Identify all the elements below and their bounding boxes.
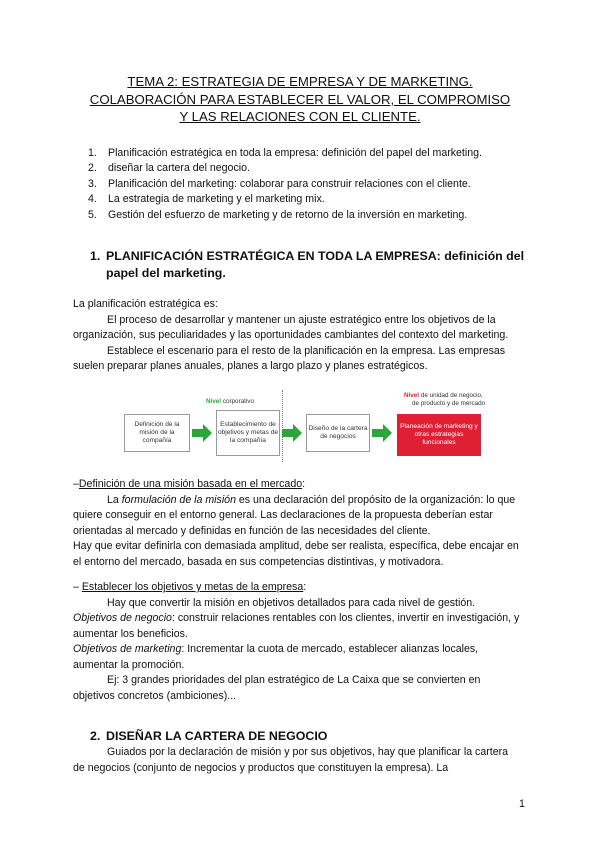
- table-of-contents: [88, 146, 482, 223]
- section-2-number: 2.: [90, 729, 101, 743]
- toc-item-text: Planificación del marketing: colaborar para construir relaciones con el cliente.: [108, 177, 471, 190]
- corporate-level-prefix: Nivel: [206, 398, 222, 405]
- marketing-planning-box-label: Planeación de marketing y otras estrategias funcionales: [400, 423, 478, 446]
- toc-item-number: 5.: [88, 208, 97, 221]
- title-line-1: TEMA 2: ESTRATEGIA DE EMPRESA Y DE MARKETING.: [127, 74, 473, 89]
- portfolio-box: [306, 414, 370, 452]
- mission-p1-pre: La: [107, 493, 122, 506]
- mission-dash: –: [73, 478, 79, 490]
- mission-paragraph-2: Hay que evitar definirla con demasiada amplitud, debe ser realista, específica, debe encajar en el entorno del mercado, basada en sus competencias distintivas, y motivadora.: [73, 540, 519, 568]
- section-2-title: DISEÑAR LA CARTERA DE NEGOCIO: [106, 729, 328, 743]
- marketing-objectives-text: : Incrementar la cuota de mercado, establecer alianzas locales, aumentar la promoción.: [73, 643, 479, 671]
- marketing-planning-box: [397, 414, 481, 456]
- business-objectives-label: Objetivos de negocio: [73, 612, 172, 624]
- mission-colon: :: [302, 478, 306, 490]
- title-line-3: Y LAS RELACIONES CON EL CLIENTE.: [179, 109, 421, 124]
- objectives-box-label: Establecimiento de objetivos y metas de la compañía: [217, 421, 279, 444]
- section-2-heading: [90, 728, 530, 745]
- business-level-line-2: de producto y de mercado: [412, 399, 486, 407]
- toc-item-text: diseñar la cartera del negocio.: [108, 162, 250, 175]
- toc-item-number: 2.: [88, 162, 97, 175]
- mission-box: [124, 414, 190, 452]
- section-1-body: [73, 297, 521, 375]
- corporate-level-label: [206, 398, 254, 405]
- page-number: 1: [519, 798, 525, 810]
- toc-item-text: Planificación estratégica en toda la empresa: definición del papel del marketing.: [108, 147, 482, 159]
- business-level-suffix: de unidad de negocio,: [420, 392, 483, 399]
- arrow-right-icon: [372, 424, 394, 442]
- mission-box-label: Definición de la misión de la compañía: [134, 421, 180, 444]
- business-level-prefix: Nivel: [404, 392, 420, 399]
- toc-item: [88, 177, 482, 192]
- mission-section: [73, 477, 521, 570]
- objectives-section: [73, 580, 521, 704]
- arrow-right-icon: [192, 424, 214, 442]
- toc-item-text: Gestión del esfuerzo de marketing y de retorno de la inversión en marketing.: [108, 208, 468, 221]
- objectives-dash: –: [73, 581, 82, 593]
- marketing-objectives: [73, 642, 521, 673]
- mission-p1-post: es una declaración del propósito de la organización: lo que quiere conseguir en el entorno general. Las declaraciones de la propuesta deberían estar orientadas al mercado y definidas en función de las necesidades del cliente.: [73, 493, 516, 537]
- objectives-example: Ej: 3 grandes prioridades del plan estratégico de La Caixa que se convierten en objetivos concretos (ambiciones)...: [73, 674, 481, 702]
- toc-item-number: 1.: [88, 147, 97, 159]
- toc-item-text: La estrategia de marketing y el marketing mix.: [108, 193, 325, 206]
- objectives-paragraph-1: Hay que convertir la misión en objetivos detallados para cada nivel de gestión.: [107, 596, 476, 609]
- section-2-paragraph-1: Guiados por la declaración de misión y por sus objetivos, hay que planificar la cartera de negocios (conjunto de negocios y productos que constituyen la empresa). La: [73, 746, 509, 774]
- objectives-box: [216, 410, 280, 456]
- planning-process-diagram: [124, 392, 518, 460]
- mission-heading-line: [73, 477, 521, 493]
- toc-item-number: 4.: [88, 193, 97, 206]
- business-objectives: [73, 611, 521, 642]
- arrow-right-icon: [282, 424, 304, 442]
- toc-item: [88, 161, 482, 176]
- corporate-level-suffix: corporativo: [222, 398, 254, 405]
- mission-p1-italic: formulación de la misión: [121, 493, 236, 506]
- business-objectives-text: : construir relaciones rentables con los clientes, invertir en investigación, y aumentar los beneficios.: [73, 612, 520, 640]
- portfolio-box-label: Diseño de la cartera de negocios: [308, 425, 368, 440]
- toc-item: [88, 146, 482, 161]
- section-1-paragraph-1: El proceso de desarrollar y mantener un ajuste estratégico entre los objetivos de la organización, sus peculiaridades y las oportunidades cambiantes del contexto del marketing.: [73, 313, 509, 341]
- section-1-paragraph-2: Establece el escenario para el resto de la planificación en la empresa. Las empresas suelen preparar planes anuales, planes a largo plazo y planes estratégicos.: [73, 344, 506, 372]
- business-level-label: [404, 392, 485, 407]
- title-line-2: COLABORACIÓN PARA ESTABLECER EL VALOR, EL COMPROMISO: [89, 91, 511, 107]
- objectives-heading: Establecer los objetivos y metas de la empresa: [81, 581, 304, 593]
- document-title: [60, 73, 540, 126]
- objectives-heading-line: [73, 580, 521, 596]
- mission-heading: Definición de una misión basada en el mercado: [78, 478, 303, 490]
- section-2-body: [73, 745, 521, 776]
- toc-item: [88, 192, 482, 207]
- section-1-number: 1.: [90, 249, 101, 263]
- section-1-title: PLANIFICACIÓN ESTRATÉGICA EN TODA LA EMPRESA: definición del papel del marketing.: [106, 249, 525, 280]
- toc-item-number: 3.: [88, 177, 97, 190]
- section-1-heading: [90, 248, 530, 281]
- objectives-colon: :: [303, 581, 307, 593]
- marketing-objectives-label: Objetivos de marketing: [73, 643, 182, 655]
- toc-item: [88, 208, 482, 223]
- section-1-intro: La planificación estratégica es:: [73, 298, 218, 310]
- mission-paragraph-1: [73, 493, 521, 540]
